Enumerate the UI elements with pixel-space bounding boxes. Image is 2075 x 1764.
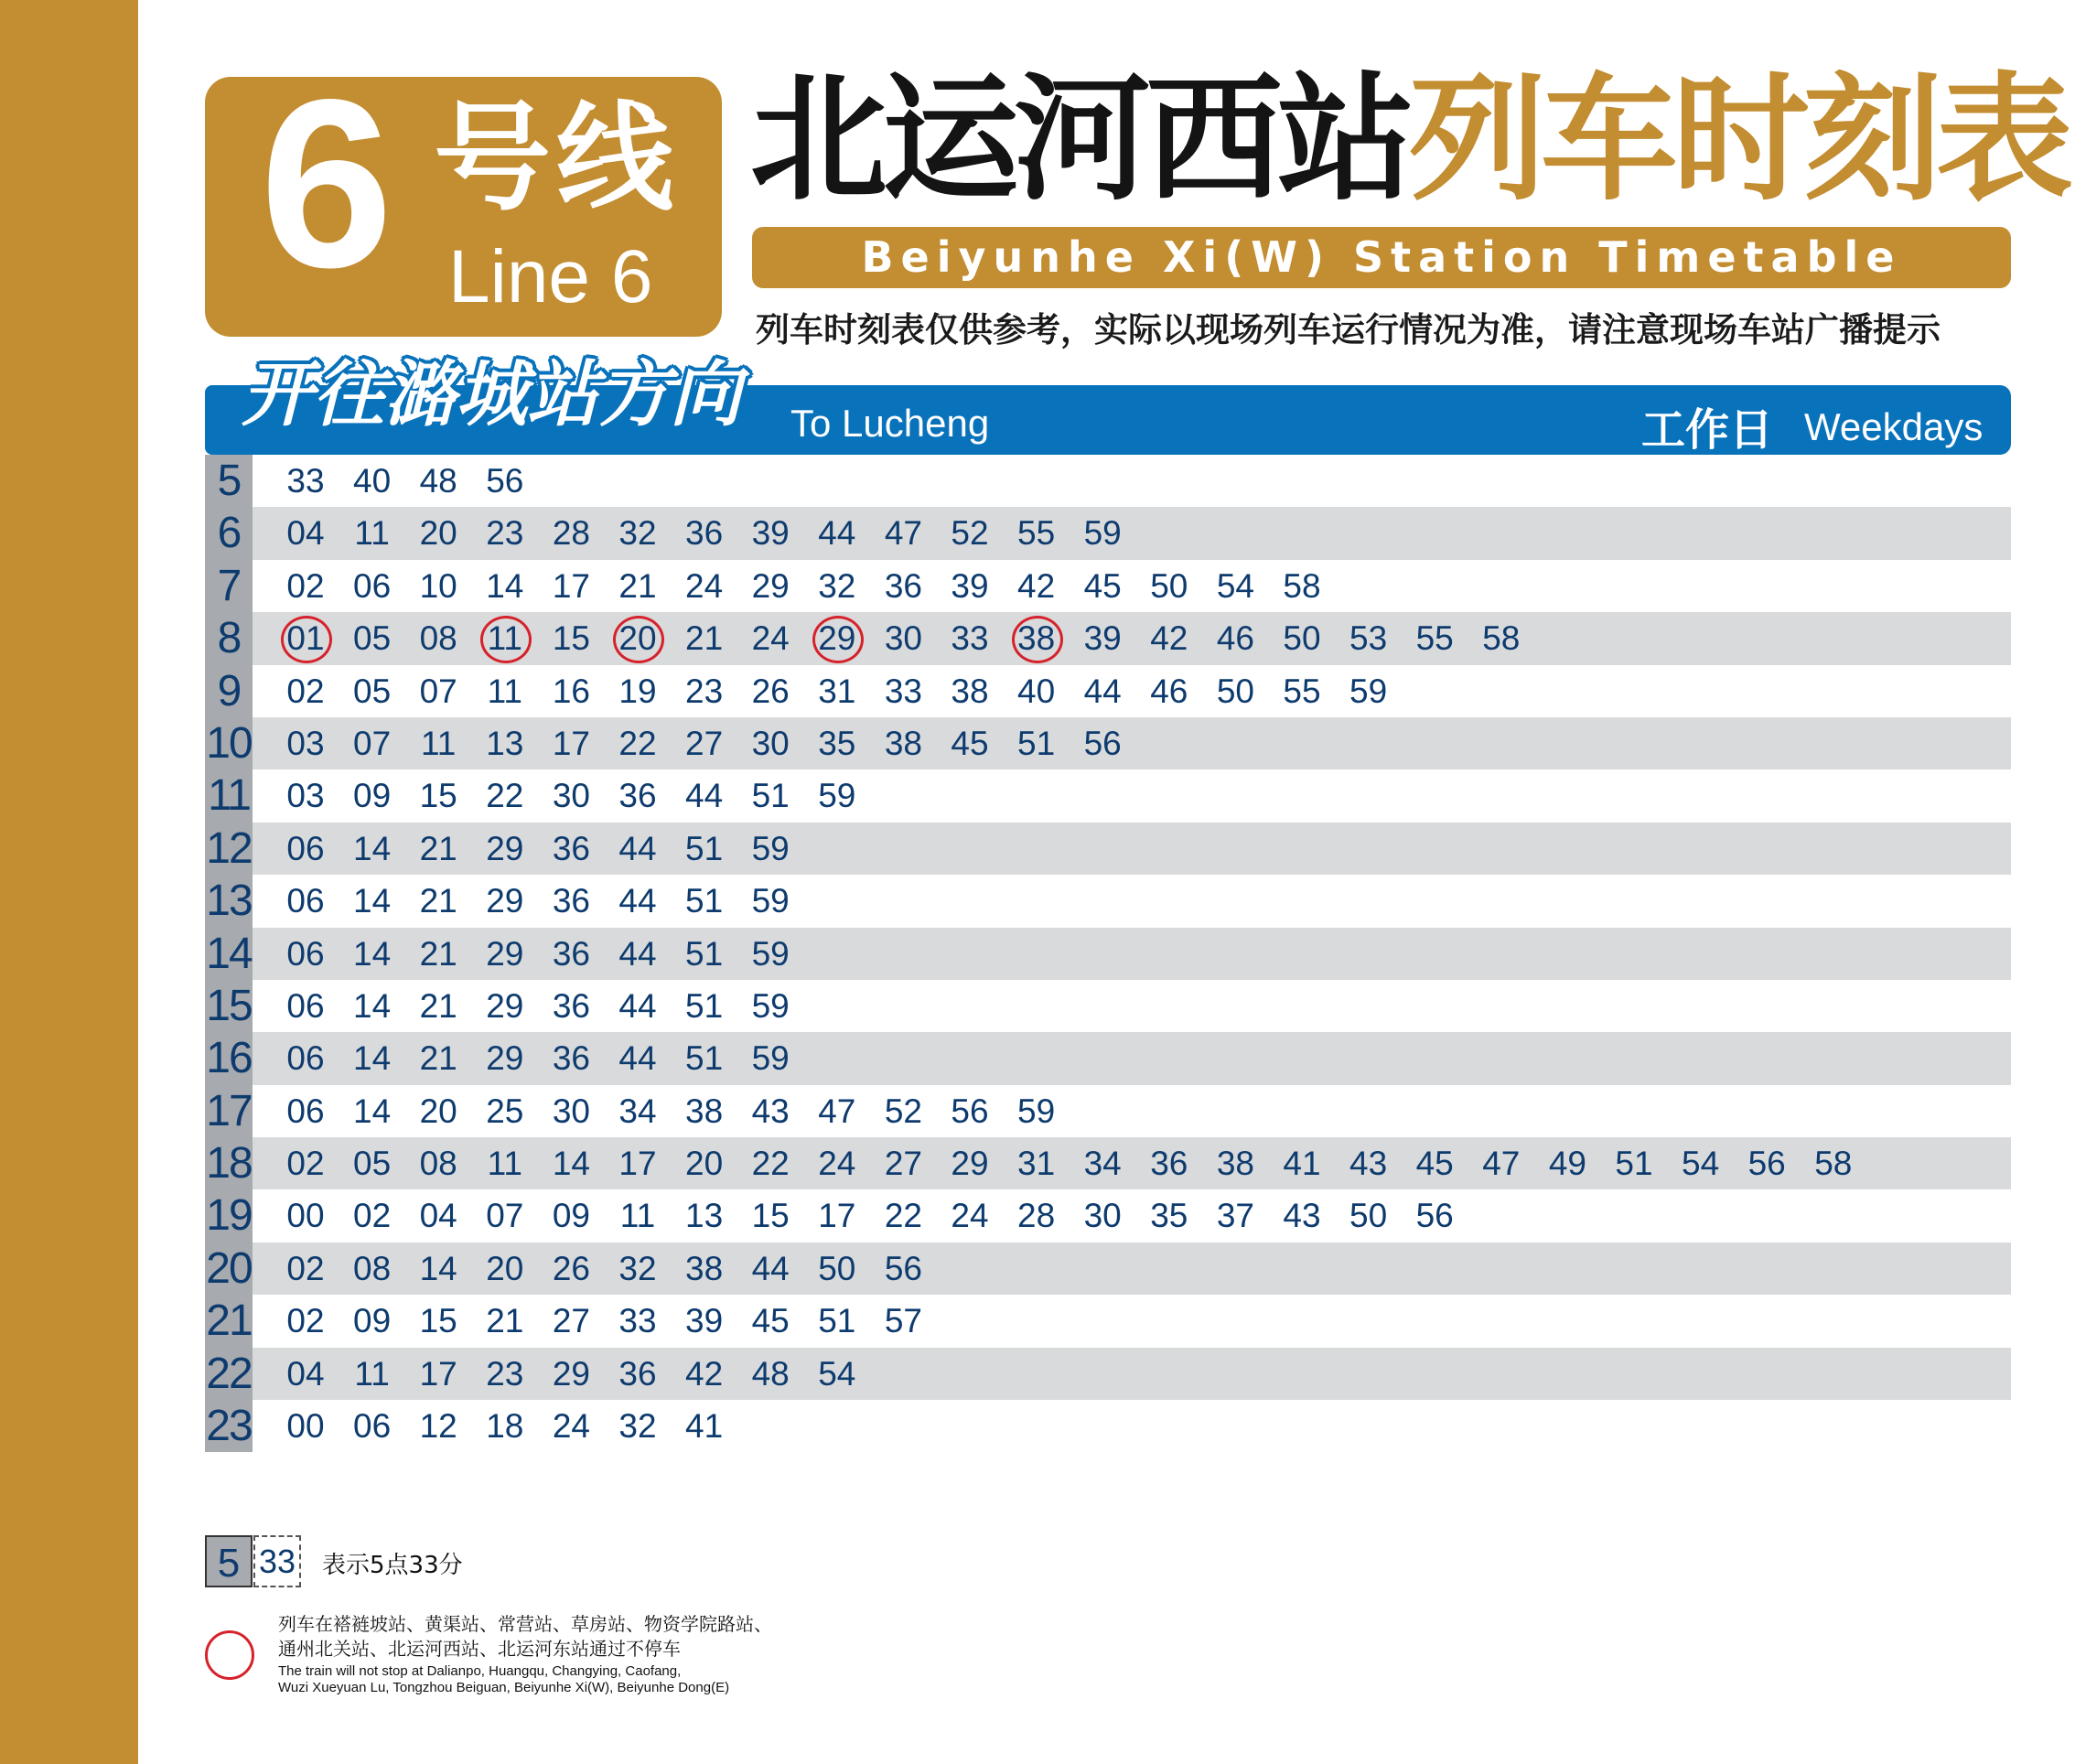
minute-cell: 23 bbox=[685, 672, 724, 710]
minute-cell: 51 bbox=[685, 829, 724, 867]
minute-cell: 35 bbox=[818, 724, 856, 762]
hour-cell: 21 bbox=[205, 1295, 253, 1347]
minute-cell: 22 bbox=[751, 1145, 790, 1183]
minute-cell: 24 bbox=[818, 1145, 856, 1183]
minute-cell: 13 bbox=[486, 724, 524, 762]
direction-bar bbox=[205, 354, 2011, 456]
hour-cell: 19 bbox=[205, 1189, 253, 1242]
minute-cell: 40 bbox=[353, 462, 392, 500]
minute-cell: 04 bbox=[419, 1197, 457, 1235]
minute-cell: 56 bbox=[884, 1249, 922, 1287]
minute-cell: 14 bbox=[419, 1249, 457, 1287]
minute-cell: 59 bbox=[751, 829, 790, 867]
minute-cell: 43 bbox=[1349, 1145, 1388, 1183]
minute-cell: 26 bbox=[751, 672, 790, 710]
minute-cell: 30 bbox=[552, 777, 590, 815]
minute-cell: 34 bbox=[1083, 1145, 1122, 1183]
minute-cell: 06 bbox=[286, 1039, 325, 1078]
minute-cell: 56 bbox=[1415, 1197, 1454, 1235]
minute-cell: 45 bbox=[751, 1302, 790, 1340]
minute-cell-nonstop: 29 bbox=[805, 612, 869, 664]
minute-cell: 07 bbox=[486, 1197, 524, 1235]
line-badge bbox=[205, 49, 722, 337]
minute-cell: 50 bbox=[1283, 619, 1321, 658]
minute-cell: 51 bbox=[685, 882, 724, 920]
minute-cell-nonstop: 11 bbox=[473, 612, 537, 664]
minute-cell: 36 bbox=[618, 1354, 657, 1393]
timetable-row bbox=[205, 455, 2011, 507]
minute-cell: 25 bbox=[486, 1092, 524, 1130]
minute-cell: 45 bbox=[1083, 566, 1122, 605]
minute-cell: 00 bbox=[286, 1407, 325, 1446]
minute-cell: 21 bbox=[685, 619, 724, 658]
minute-cell: 59 bbox=[751, 1039, 790, 1078]
minute-cell: 02 bbox=[286, 566, 325, 605]
service-day-cn: 工作日 bbox=[1641, 404, 1774, 456]
minute-cell: 29 bbox=[486, 986, 524, 1025]
minute-cell: 26 bbox=[552, 1249, 590, 1287]
minute-cell: 50 bbox=[818, 1249, 856, 1287]
minute-cell: 17 bbox=[419, 1354, 457, 1393]
minute-cell: 22 bbox=[618, 724, 657, 762]
minute-cell: 11 bbox=[354, 514, 390, 553]
minute-cell: 23 bbox=[486, 514, 524, 553]
timetable-row bbox=[205, 980, 2011, 1032]
minute-cell: 30 bbox=[884, 619, 922, 658]
legend-example-minute: 33 bbox=[253, 1535, 301, 1587]
minute-cell: 21 bbox=[419, 829, 457, 867]
minute-cell: 06 bbox=[286, 829, 325, 867]
minute-cell: 54 bbox=[818, 1354, 856, 1393]
minute-cell: 36 bbox=[552, 934, 590, 973]
minute-cell: 08 bbox=[419, 1145, 457, 1183]
minute-cell: 08 bbox=[353, 1249, 392, 1287]
minute-cell: 46 bbox=[1150, 672, 1188, 710]
minute-cell: 05 bbox=[353, 619, 392, 658]
minute-cell: 15 bbox=[419, 1302, 457, 1340]
minute-cell: 30 bbox=[552, 1092, 590, 1130]
minute-cell: 44 bbox=[618, 829, 657, 867]
minute-cell: 14 bbox=[552, 1145, 590, 1183]
notice-text: 列车时刻表仅供参考，实际以现场列车运行情况为准，请注意现场车站广播提示 bbox=[756, 310, 1941, 350]
minute-cell: 29 bbox=[486, 882, 524, 920]
minute-cell: 52 bbox=[951, 514, 989, 553]
minute-cell: 19 bbox=[618, 672, 657, 710]
minute-cell: 57 bbox=[884, 1302, 922, 1340]
minute-cell: 22 bbox=[884, 1197, 922, 1235]
minute-cell: 32 bbox=[818, 566, 856, 605]
minute-cell: 42 bbox=[685, 1354, 724, 1393]
minute-cell: 45 bbox=[951, 724, 989, 762]
hour-cell: 9 bbox=[205, 665, 253, 717]
minute-cell-nonstop: 38 bbox=[1005, 612, 1069, 664]
minute-cell: 15 bbox=[419, 777, 457, 815]
minute-cell: 59 bbox=[818, 777, 856, 815]
minute-cell: 06 bbox=[353, 1407, 392, 1446]
hour-cell: 20 bbox=[205, 1242, 253, 1295]
minute-cell: 28 bbox=[552, 514, 590, 553]
minute-cell: 05 bbox=[353, 1145, 392, 1183]
minute-cell: 02 bbox=[353, 1197, 392, 1235]
minute-cell: 14 bbox=[353, 1039, 392, 1078]
minute-cell: 27 bbox=[552, 1302, 590, 1340]
timetable-row bbox=[205, 560, 2011, 612]
minute-cell: 33 bbox=[286, 462, 325, 500]
line-label-en: Line 6 bbox=[448, 235, 653, 318]
hour-cell: 5 bbox=[205, 455, 253, 507]
legend-nostop-en-line2: Wuzi Xueyuan Lu, Tongzhou Beiguan, Beiyunhe Xi(W), Beiyunhe Dong(E) bbox=[278, 1680, 730, 1695]
minute-cell: 11 bbox=[487, 1145, 522, 1183]
station-name: 北运河西站 bbox=[750, 60, 1410, 220]
minute-cell: 00 bbox=[286, 1197, 325, 1235]
timetable-row bbox=[205, 928, 2011, 980]
minute-cell: 36 bbox=[552, 829, 590, 867]
minute-cell: 20 bbox=[419, 514, 457, 553]
minute-cell: 17 bbox=[818, 1197, 856, 1235]
minute-cell: 56 bbox=[1747, 1145, 1786, 1183]
minute-cell: 36 bbox=[884, 566, 922, 605]
minute-cell: 59 bbox=[751, 986, 790, 1025]
minute-cell: 02 bbox=[286, 1145, 325, 1183]
minute-cell: 20 bbox=[419, 1092, 457, 1130]
hour-cell: 16 bbox=[205, 1032, 253, 1084]
minute-cell: 55 bbox=[1017, 514, 1056, 553]
hour-cell: 22 bbox=[205, 1348, 253, 1400]
minute-cell: 03 bbox=[286, 724, 325, 762]
minute-cell: 38 bbox=[685, 1092, 724, 1130]
timetable-row bbox=[205, 769, 2011, 822]
minute-cell: 17 bbox=[618, 1145, 657, 1183]
minute-cell: 58 bbox=[1482, 619, 1521, 658]
minute-cell: 33 bbox=[618, 1302, 657, 1340]
minute-cell: 32 bbox=[618, 1249, 657, 1287]
timetable-row bbox=[205, 612, 2011, 664]
minute-cell: 21 bbox=[419, 934, 457, 973]
legend-nostop-cn-line2: 通州北关站、北运河西站、北运河东站通过不停车 bbox=[278, 1638, 681, 1660]
minute-cell: 24 bbox=[751, 619, 790, 658]
minute-cell: 43 bbox=[1283, 1197, 1321, 1235]
minute-cell: 35 bbox=[1150, 1197, 1188, 1235]
minute-cell: 44 bbox=[618, 986, 657, 1025]
service-day-en: Weekdays bbox=[1804, 405, 1984, 448]
minute-cell: 53 bbox=[1349, 619, 1388, 658]
minute-cell: 09 bbox=[353, 777, 392, 815]
minute-cell: 17 bbox=[552, 566, 590, 605]
minute-cell: 11 bbox=[619, 1197, 656, 1235]
minute-cell: 21 bbox=[419, 986, 457, 1025]
minute-cell: 51 bbox=[685, 1039, 724, 1078]
minute-cell: 06 bbox=[286, 1092, 325, 1130]
minute-cell: 12 bbox=[419, 1407, 457, 1446]
minute-cell: 04 bbox=[286, 1354, 325, 1393]
minute-cell: 27 bbox=[884, 1145, 922, 1183]
timetable-row bbox=[205, 507, 2011, 559]
minute-cell: 38 bbox=[951, 672, 989, 710]
timetable-row bbox=[205, 875, 2011, 927]
minute-cell: 36 bbox=[1150, 1145, 1188, 1183]
page-title bbox=[750, 60, 2069, 220]
minute-cell: 58 bbox=[1814, 1145, 1853, 1183]
minute-cell: 44 bbox=[818, 514, 856, 553]
minute-cell: 29 bbox=[751, 566, 790, 605]
minute-cell: 02 bbox=[286, 1302, 325, 1340]
direction-en: To Lucheng bbox=[790, 402, 990, 445]
minute-cell: 30 bbox=[1083, 1197, 1122, 1235]
minute-cell: 51 bbox=[1615, 1145, 1653, 1183]
legend-example-hour: 5 bbox=[205, 1535, 253, 1587]
minute-cell: 20 bbox=[685, 1145, 724, 1183]
legend-example-text: 表示5点33分 bbox=[322, 1552, 463, 1579]
minute-cell: 32 bbox=[618, 1407, 657, 1446]
timetable-row bbox=[205, 1295, 2011, 1347]
minute-cell: 41 bbox=[685, 1407, 724, 1446]
minute-cell: 54 bbox=[1216, 566, 1254, 605]
minute-cell: 36 bbox=[552, 1039, 590, 1078]
minute-cell: 08 bbox=[419, 619, 457, 658]
minute-cell: 40 bbox=[1017, 672, 1056, 710]
timetable-grid bbox=[205, 455, 2011, 1452]
minute-cell: 59 bbox=[751, 882, 790, 920]
minute-cell: 42 bbox=[1150, 619, 1188, 658]
minute-cell: 44 bbox=[618, 934, 657, 973]
minute-cell: 43 bbox=[751, 1092, 790, 1130]
minute-cell: 15 bbox=[751, 1197, 790, 1235]
minute-cell: 51 bbox=[685, 986, 724, 1025]
english-title: Beiyunhe Xi(W) Station Timetable bbox=[752, 227, 2011, 288]
timetable-row bbox=[205, 1400, 2011, 1452]
minute-cell: 50 bbox=[1349, 1197, 1388, 1235]
minute-cell: 36 bbox=[552, 882, 590, 920]
timetable-row bbox=[205, 1242, 2011, 1295]
minute-cell: 34 bbox=[618, 1092, 657, 1130]
minute-cell: 20 bbox=[486, 1249, 524, 1287]
minute-cell: 51 bbox=[1017, 724, 1056, 762]
minute-cell: 56 bbox=[486, 462, 524, 500]
minute-cell: 21 bbox=[486, 1302, 524, 1340]
minute-cell: 47 bbox=[884, 514, 922, 553]
minute-cell: 24 bbox=[951, 1197, 989, 1235]
minute-cell: 22 bbox=[486, 777, 524, 815]
hour-cell: 17 bbox=[205, 1085, 253, 1137]
minute-cell: 14 bbox=[486, 566, 524, 605]
minute-cell: 06 bbox=[353, 566, 392, 605]
minute-cell: 14 bbox=[353, 1092, 392, 1130]
minute-cell: 17 bbox=[552, 724, 590, 762]
minute-cell: 50 bbox=[1150, 566, 1188, 605]
minute-cell: 59 bbox=[1349, 672, 1388, 710]
minute-cell: 39 bbox=[1083, 619, 1122, 658]
minute-cell: 44 bbox=[618, 882, 657, 920]
minute-cell: 47 bbox=[818, 1092, 856, 1130]
timetable-row bbox=[205, 1137, 2011, 1189]
minute-cell: 39 bbox=[751, 514, 790, 553]
minute-cell: 59 bbox=[1083, 514, 1122, 553]
minute-cell: 36 bbox=[552, 986, 590, 1025]
minute-cell: 51 bbox=[818, 1302, 856, 1340]
timetable-row bbox=[205, 1085, 2011, 1137]
minute-cell: 07 bbox=[419, 672, 457, 710]
timetable-row bbox=[205, 665, 2011, 717]
minute-cell: 50 bbox=[1216, 672, 1254, 710]
minute-cell: 03 bbox=[286, 777, 325, 815]
minute-cell: 36 bbox=[618, 777, 657, 815]
minute-cell: 28 bbox=[1017, 1197, 1056, 1235]
timetable-row bbox=[205, 823, 2011, 875]
timetable-row bbox=[205, 717, 2011, 769]
minute-cell: 11 bbox=[420, 724, 457, 762]
minute-cell: 29 bbox=[552, 1354, 590, 1393]
minute-cell: 47 bbox=[1482, 1145, 1521, 1183]
minute-cell: 39 bbox=[685, 1302, 724, 1340]
minute-cell: 51 bbox=[751, 777, 790, 815]
minute-cell: 32 bbox=[618, 514, 657, 553]
minute-cell: 21 bbox=[618, 566, 657, 605]
minute-cell: 24 bbox=[685, 566, 724, 605]
minute-cell: 06 bbox=[286, 882, 325, 920]
minute-cell: 14 bbox=[353, 829, 392, 867]
minute-cell: 07 bbox=[353, 724, 392, 762]
minute-cell: 44 bbox=[685, 777, 724, 815]
minute-cell: 58 bbox=[1283, 566, 1321, 605]
minute-cell: 48 bbox=[751, 1354, 790, 1393]
minute-cell: 05 bbox=[353, 672, 392, 710]
minute-cell: 59 bbox=[751, 934, 790, 973]
minute-cell: 48 bbox=[419, 462, 457, 500]
minute-cell: 06 bbox=[286, 934, 325, 973]
minute-cell: 09 bbox=[353, 1302, 392, 1340]
minute-cell: 29 bbox=[486, 829, 524, 867]
minute-cell-nonstop: 20 bbox=[606, 612, 670, 664]
minute-cell: 09 bbox=[552, 1197, 590, 1235]
minute-cell: 14 bbox=[353, 882, 392, 920]
minute-cell: 56 bbox=[1083, 724, 1122, 762]
minute-cell: 11 bbox=[354, 1354, 390, 1393]
legend-circle-icon bbox=[205, 1630, 254, 1680]
minute-cell: 02 bbox=[286, 672, 325, 710]
minute-cell: 55 bbox=[1415, 619, 1454, 658]
hour-cell: 23 bbox=[205, 1400, 253, 1452]
minute-cell: 02 bbox=[286, 1249, 325, 1287]
minute-cell: 37 bbox=[1216, 1197, 1254, 1235]
line-label-cn: 号线 bbox=[434, 93, 680, 224]
minute-cell: 14 bbox=[353, 934, 392, 973]
minute-cell: 18 bbox=[486, 1407, 524, 1446]
direction-cn: 开往潞城站方向 bbox=[242, 354, 742, 436]
legend-nostop-cn bbox=[278, 1612, 772, 1662]
minute-cell: 06 bbox=[286, 986, 325, 1025]
minute-cell: 44 bbox=[618, 1039, 657, 1078]
timetable-row bbox=[205, 1348, 2011, 1400]
hour-cell: 6 bbox=[205, 507, 253, 559]
minute-cell-nonstop: 01 bbox=[274, 612, 338, 664]
minute-cell: 16 bbox=[552, 672, 590, 710]
minute-cell: 10 bbox=[419, 566, 457, 605]
minute-cell: 31 bbox=[1017, 1145, 1056, 1183]
minute-cell: 33 bbox=[884, 672, 922, 710]
minute-cell: 55 bbox=[1283, 672, 1321, 710]
timetable-row bbox=[205, 1189, 2011, 1242]
minute-cell: 11 bbox=[487, 672, 522, 710]
minute-cell: 44 bbox=[1083, 672, 1122, 710]
hour-cell: 14 bbox=[205, 928, 253, 980]
minute-cell: 51 bbox=[685, 934, 724, 973]
minute-cell: 38 bbox=[685, 1249, 724, 1287]
minute-cell: 15 bbox=[552, 619, 590, 658]
hour-cell: 8 bbox=[205, 612, 253, 664]
minute-cell: 21 bbox=[419, 1039, 457, 1078]
timetable-label: 列车时刻表 bbox=[1409, 60, 2069, 220]
minute-cell: 38 bbox=[1216, 1145, 1254, 1183]
minute-cell: 38 bbox=[884, 724, 922, 762]
minute-cell: 36 bbox=[685, 514, 724, 553]
hour-cell: 13 bbox=[205, 875, 253, 927]
legend-nostop-en-line1: The train will not stop at Dalianpo, Huangqu, Changying, Caofang, bbox=[278, 1663, 682, 1679]
hour-cell: 15 bbox=[205, 980, 253, 1032]
minute-cell: 14 bbox=[353, 986, 392, 1025]
minute-cell: 13 bbox=[685, 1197, 724, 1235]
minute-cell: 39 bbox=[951, 566, 989, 605]
minute-cell: 29 bbox=[486, 934, 524, 973]
minute-cell: 24 bbox=[552, 1407, 590, 1446]
sidebar-stripe bbox=[0, 0, 138, 1764]
minute-cell: 42 bbox=[1017, 566, 1056, 605]
minute-cell: 45 bbox=[1415, 1145, 1454, 1183]
hour-cell: 18 bbox=[205, 1137, 253, 1189]
minute-cell: 46 bbox=[1216, 619, 1254, 658]
timetable-row bbox=[205, 1032, 2011, 1084]
minute-cell: 30 bbox=[751, 724, 790, 762]
hour-cell: 10 bbox=[205, 717, 253, 769]
minute-cell: 52 bbox=[884, 1092, 922, 1130]
minute-cell: 29 bbox=[486, 1039, 524, 1078]
hour-cell: 11 bbox=[205, 769, 253, 822]
legend-nostop-en bbox=[278, 1663, 729, 1696]
minute-cell: 04 bbox=[286, 514, 325, 553]
minute-cell: 56 bbox=[951, 1092, 989, 1130]
minute-cell: 33 bbox=[951, 619, 989, 658]
minute-cell: 29 bbox=[951, 1145, 989, 1183]
minute-cell: 44 bbox=[751, 1249, 790, 1287]
legend-nostop-cn-line1: 列车在褡裢坡站、黄渠站、常营站、草房站、物资学院路站、 bbox=[278, 1613, 772, 1635]
minute-cell: 41 bbox=[1283, 1145, 1321, 1183]
hour-cell: 12 bbox=[205, 823, 253, 875]
minute-cell: 27 bbox=[685, 724, 724, 762]
minute-cell: 59 bbox=[1017, 1092, 1056, 1130]
minute-cell: 49 bbox=[1548, 1145, 1586, 1183]
minute-cell: 54 bbox=[1682, 1145, 1720, 1183]
hour-cell: 7 bbox=[205, 560, 253, 612]
minute-cell: 23 bbox=[486, 1354, 524, 1393]
line-number: 6 bbox=[260, 49, 393, 317]
minute-cell: 21 bbox=[419, 882, 457, 920]
minute-cell: 31 bbox=[818, 672, 856, 710]
